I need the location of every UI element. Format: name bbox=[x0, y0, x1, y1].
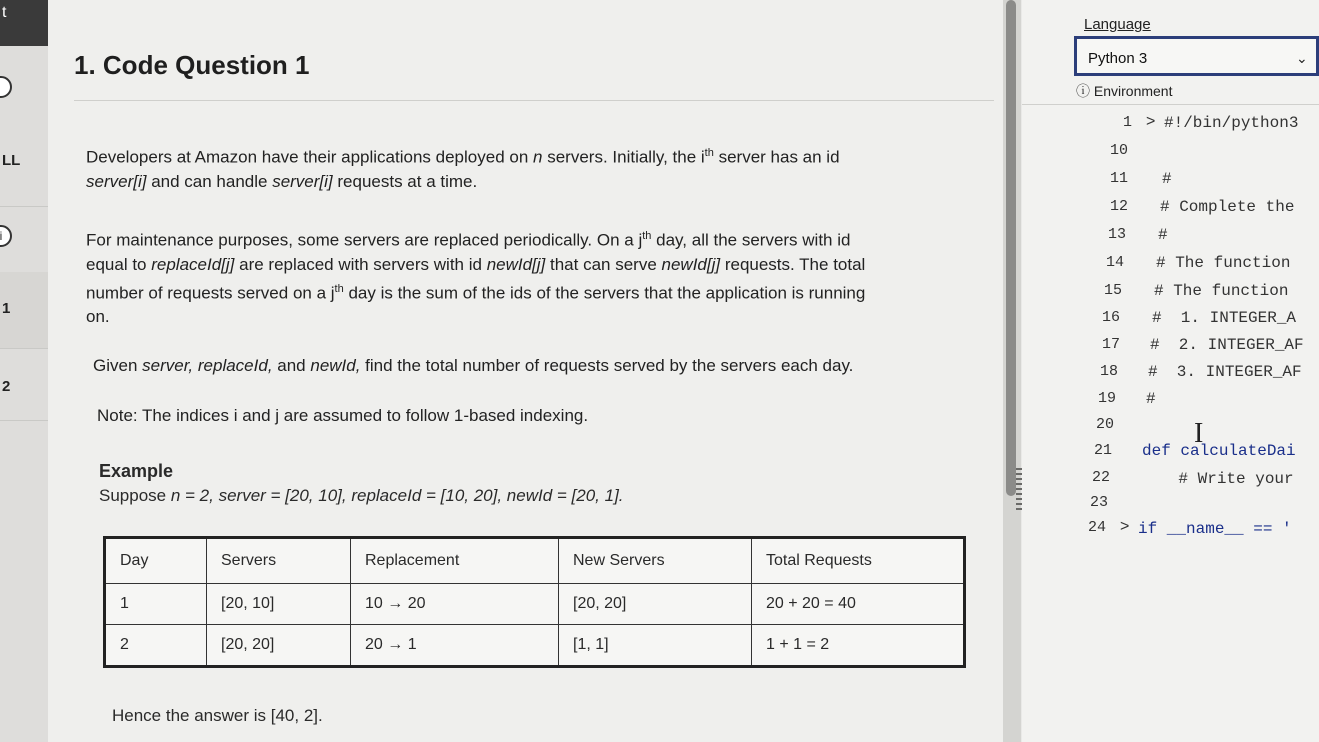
rail-divider bbox=[0, 420, 48, 421]
line-number: 16 bbox=[1101, 309, 1120, 326]
table-header: Replacement bbox=[351, 538, 559, 584]
code-line[interactable]: def calculateDai bbox=[1142, 442, 1296, 460]
line-number: 21 bbox=[1093, 442, 1112, 459]
paragraph-maintenance: For maintenance purposes, some servers are replaced periodically. On a $j^{th}$ day, all the servers with id equal to replaceId[j] are replaced with servers with id newId[j] that can serve newId[j] requests. The total number of requests served on a $j^{th}$ day is the sum of the ids of the servers that the application is running on. bbox=[86, 230, 866, 327]
code-line[interactable]: # Write your bbox=[1140, 470, 1294, 488]
line-number: 20 bbox=[1095, 416, 1114, 433]
code-line[interactable]: # bbox=[1146, 390, 1156, 408]
table-cell: 20 + 20 = 40 bbox=[752, 584, 965, 625]
code-line[interactable]: # 3. INTEGER_AF bbox=[1148, 363, 1302, 381]
code-line[interactable]: # Complete the bbox=[1160, 198, 1295, 216]
paragraph-note: Note: The indices i and j are assumed to follow 1-based indexing. bbox=[97, 406, 589, 425]
table-row bbox=[105, 625, 965, 667]
text-cursor-icon: I bbox=[1194, 418, 1204, 449]
line-number: 19 bbox=[1097, 390, 1116, 407]
table-cell: 20 → 1 bbox=[351, 625, 559, 667]
code-line[interactable]: # 1. INTEGER_A bbox=[1152, 309, 1297, 327]
scrollbar-thumb[interactable] bbox=[1006, 0, 1016, 496]
table-header: Servers bbox=[207, 538, 351, 584]
example-suppose: Suppose n = 2, server = [20, 10], replaceId = [10, 20], newId = [20, 1]. bbox=[99, 486, 624, 505]
table-cell: 2 bbox=[105, 625, 207, 667]
line-number: 23 bbox=[1089, 494, 1108, 511]
table-header: Total Requests bbox=[752, 538, 965, 584]
code-line[interactable]: # The function bbox=[1154, 282, 1289, 300]
language-label: Language bbox=[1084, 16, 1151, 33]
line-number: 10 bbox=[1109, 142, 1128, 159]
paragraph-intro: Developers at Amazon have their applications deployed on n servers. Initially, the $i^{th}$ server has an id server[i] and can handle server[i] requests at a time. bbox=[86, 147, 840, 191]
title-divider bbox=[74, 100, 994, 101]
info-icon[interactable]: i bbox=[0, 225, 12, 247]
line-number: 18 bbox=[1099, 363, 1118, 380]
rail-label-ll: LL bbox=[2, 152, 21, 169]
language-select-value: Python 3 bbox=[1088, 50, 1148, 67]
table-cell: [20, 20] bbox=[559, 584, 752, 625]
fold-arrow-icon[interactable]: > bbox=[1120, 518, 1130, 535]
code-line[interactable]: if __name__ == ' bbox=[1138, 520, 1292, 538]
example-heading: Example bbox=[99, 461, 174, 481]
line-number: 14 bbox=[1105, 254, 1124, 271]
table-cell: [1, 1] bbox=[559, 625, 752, 667]
line-number: 17 bbox=[1101, 336, 1120, 353]
environment-link[interactable]: ⓘ Environment bbox=[1076, 83, 1173, 99]
table-header-row bbox=[105, 538, 965, 584]
table-header: Day bbox=[105, 538, 207, 584]
answer-text: Hence the answer is [40, 2]. bbox=[112, 706, 323, 725]
line-number: 13 bbox=[1107, 226, 1126, 243]
left-rail bbox=[0, 0, 49, 742]
line-number: 24 bbox=[1087, 519, 1106, 536]
table-cell: 10 → 20 bbox=[351, 584, 559, 625]
paragraph-task: Given server, replaceId, and newId, find the total number of requests served by the servers each day. bbox=[93, 356, 854, 375]
table-cell: [20, 20] bbox=[207, 625, 351, 667]
line-number: 15 bbox=[1103, 282, 1122, 299]
rail-divider bbox=[0, 206, 48, 207]
example-table bbox=[103, 536, 966, 668]
rail-item-2-label: 2 bbox=[2, 378, 11, 395]
line-number: 22 bbox=[1091, 469, 1110, 486]
editor-divider bbox=[1022, 104, 1319, 105]
code-line[interactable]: # bbox=[1158, 226, 1168, 244]
rail-item-1-label: 1 bbox=[2, 300, 11, 317]
rail-top-tab[interactable] bbox=[0, 0, 48, 46]
code-line[interactable]: # The function bbox=[1156, 254, 1291, 272]
table-cell: [20, 10] bbox=[207, 584, 351, 625]
line-number: 12 bbox=[1109, 198, 1128, 215]
code-line[interactable]: #!/bin/python3 bbox=[1164, 114, 1299, 132]
line-number: 11 bbox=[1109, 170, 1128, 187]
table-cell: 1 + 1 = 2 bbox=[752, 625, 965, 667]
table-header: New Servers bbox=[559, 538, 752, 584]
table-cell: 1 bbox=[105, 584, 207, 625]
rail-top-char: t bbox=[2, 4, 7, 21]
code-line[interactable]: # bbox=[1162, 170, 1172, 188]
table-row bbox=[105, 584, 965, 625]
rail-divider bbox=[0, 348, 48, 349]
line-number: 1 bbox=[1122, 114, 1132, 131]
code-line[interactable]: # 2. INTEGER_AF bbox=[1150, 336, 1304, 354]
fold-arrow-icon[interactable]: > bbox=[1146, 113, 1156, 130]
question-title: 1. Code Question 1 bbox=[74, 50, 310, 80]
chevron-down-icon[interactable]: ⌄ bbox=[1296, 50, 1308, 66]
